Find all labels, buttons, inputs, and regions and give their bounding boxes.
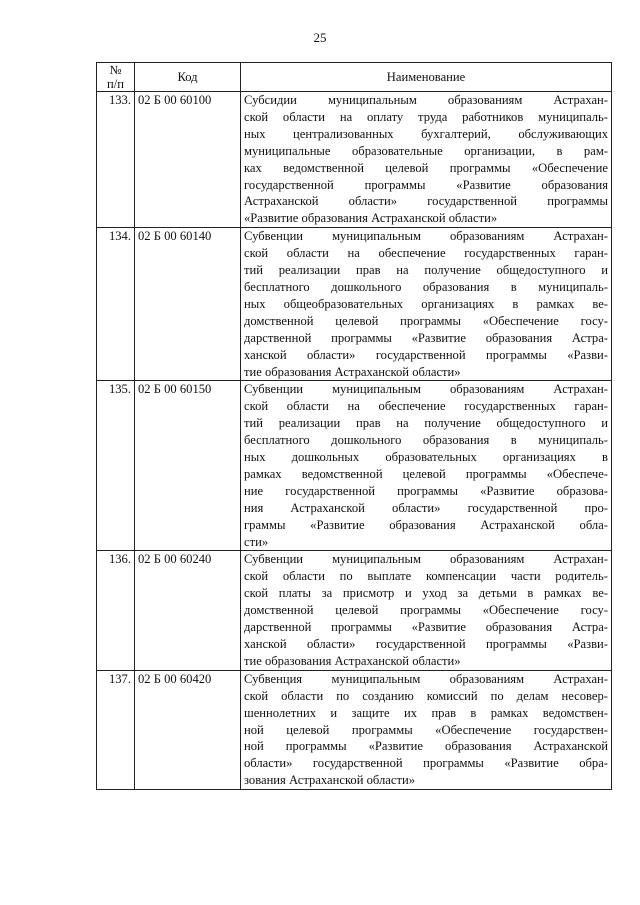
row-code: 02 Б 00 60240 [135,551,241,670]
row-name-line: дарственной программы «Развитие образования Астра- [244,620,608,635]
page-number: 25 [313,30,327,45]
table-row [97,551,612,670]
header-name: Наименование [241,63,612,92]
row-number: 135. [97,381,135,551]
budget-codes-table [96,62,612,790]
row-name-line: муниципальные образовательные организации, в рам- [244,143,608,158]
row-number: 133. [97,92,135,228]
row-name-line: ках ведомственной целевой программы «Обеспечение [244,160,608,175]
header-number-symbol: № [109,63,122,77]
row-name-line: ской области на оплату труда работников муниципаль- [244,109,608,124]
header-code: Код [135,63,241,92]
row-code: 02 Б 00 60140 [135,228,241,381]
row-name-line: тие образования Астраханской области» [244,364,461,379]
header-number [97,63,135,92]
row-name-line: ханской области» государственной программы «Разви- [244,347,608,362]
row-name-line: Субвенция муниципальным образованиям Астрахан- [244,671,608,686]
row-name-line: дарственной программы «Развитие образования Астра- [244,330,608,345]
table-body [97,92,612,790]
row-name [241,92,612,228]
row-name-line: домственной целевой программы «Обеспечение госу- [244,313,608,328]
row-name-line: ния Астраханской области» государственной про- [244,500,608,515]
row-code: 02 Б 00 60150 [135,381,241,551]
table-row [97,92,612,228]
row-name-line: бесплатного дошкольного образования в муниципаль- [244,279,608,294]
row-name-line: ханской области» государственной программы «Разви- [244,637,608,651]
row-number: 134. [97,228,135,381]
row-name-line: «Развитие образования Астраханской области» [244,211,498,226]
row-number: 137. [97,670,135,789]
row-name-line: ской области на обеспечение государственных гаран- [244,399,608,414]
row-name-line: ной целевой программы «Обеспечение государствен- [244,722,608,737]
row-name-line: домственной целевой программы «Обеспечение госу- [244,603,608,618]
row-name [241,228,612,381]
row-name-line: ных дошкольных образовательных организациях в [244,450,608,465]
row-name [241,551,612,670]
row-name-line: граммы «Развитие образования Астраханской обла- [244,517,608,532]
row-name-line: ской платы за присмотр и уход за детьми в рамках ве- [244,586,608,601]
table-row [97,228,612,381]
row-name-line: области» государственной программы «Развитие обра- [244,756,608,771]
row-name-line: ние государственной программы «Развитие образова- [244,483,608,498]
row-name-line: ской области по выплате компенсации части родитель- [244,569,608,584]
header-number-abbrev: п/п [107,77,124,91]
row-name-line: Субвенции муниципальным образованиям Астрахан- [244,382,608,397]
row-name-line: ных общеобразовательных организациях в рамках ве- [244,296,608,311]
row-name-line: тий реализации прав на получение общедоступного и [244,416,608,431]
row-name-line: шеннолетних и защите их прав в рамках ведомствен- [244,705,608,720]
row-name-line: ской области по созданию комиссий по делам несовер- [244,688,608,703]
row-name-line: ных централизованных бухгалтерий, обслуживающих [244,126,608,141]
row-name-line: Субвенции муниципальным образованиям Астрахан- [244,552,608,567]
row-name [241,670,612,789]
row-name-line: Субвенции муниципальным образованиям Астрахан- [244,229,608,244]
table-row [97,670,612,789]
row-number: 136. [97,551,135,670]
row-name [241,381,612,551]
table-header-row [97,63,612,92]
row-name-line: государственной программы «Развитие образования [244,177,608,192]
row-name-line: сти» [244,534,269,549]
row-code: 02 Б 00 60100 [135,92,241,228]
row-name-line: рамках ведомственной целевой программы «Обеспече- [244,466,608,481]
row-name-line: тие образования Астраханской области» [244,653,461,668]
table-row [97,381,612,551]
row-name-line: тий реализации прав на получение общедоступного и [244,263,608,278]
row-name-line: ной программы «Развитие образования Астраханской [244,739,608,754]
row-code: 02 Б 00 60420 [135,670,241,789]
row-name-line: Субсидии муниципальным образованиям Астрахан- [244,93,608,107]
row-name-line: Астраханской области» государственной программы [244,194,608,209]
row-name-line: бесплатного дошкольного образования в муниципаль- [244,433,608,448]
row-name-line: зования Астраханской области» [244,773,416,788]
row-name-line: ской области на обеспечение государственных гаран- [244,246,608,261]
